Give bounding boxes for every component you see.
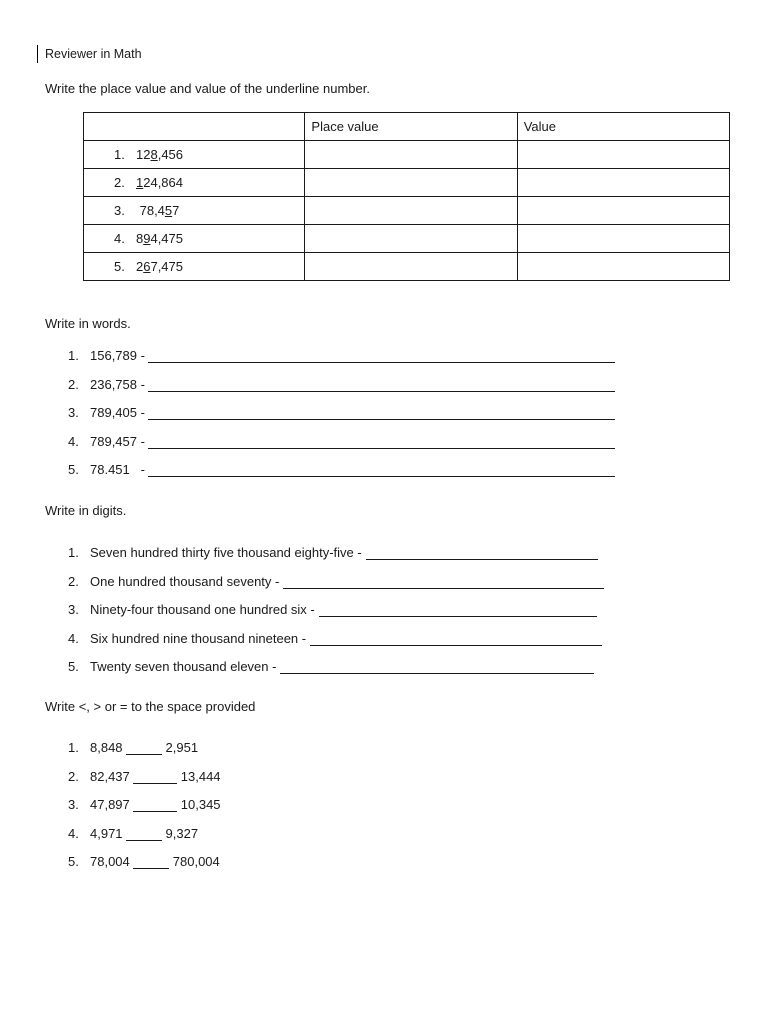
item-index: 4. — [68, 630, 79, 646]
underlined-digit: 9 — [143, 231, 151, 246]
underlined-digit: 8 — [150, 147, 158, 162]
list-item — [68, 769, 221, 798]
answer-blank[interactable] — [148, 434, 615, 449]
place-value-answer-cell[interactable] — [305, 141, 517, 169]
table-header-row — [84, 113, 730, 141]
table-row — [84, 253, 730, 281]
value-answer-cell[interactable] — [517, 141, 729, 169]
number-post: 4,475 — [150, 231, 184, 246]
list-item — [68, 377, 615, 406]
value-answer-cell[interactable] — [517, 197, 729, 225]
list-item — [68, 740, 221, 769]
place-value-answer-cell[interactable] — [305, 197, 517, 225]
table-row — [84, 225, 730, 253]
item-index: 5. — [68, 462, 79, 477]
item-index: 4. — [68, 825, 79, 841]
answer-blank[interactable] — [280, 659, 594, 674]
table-cell-number — [84, 253, 305, 281]
item-index: 4. — [68, 433, 79, 449]
number-post: ,456 — [157, 147, 184, 162]
compare-left: 4,971 — [90, 825, 123, 841]
list-item — [68, 659, 604, 688]
table-row — [84, 197, 730, 225]
row-index: 1. — [114, 147, 125, 162]
item-text: Ninety-four thousand one hundred six - — [90, 602, 315, 617]
table-cell-number — [84, 169, 305, 197]
list-item — [68, 348, 615, 377]
row-index: 3. — [114, 203, 125, 218]
item-index: 1. — [68, 545, 79, 560]
table-row — [84, 169, 730, 197]
section2-instruction: Write in words. — [45, 316, 131, 331]
section1-instruction: Write the place value and value of the underline number. — [45, 81, 370, 96]
item-text: 789,457 - — [90, 433, 145, 449]
underlined-digit: 1 — [136, 175, 144, 190]
answer-blank[interactable] — [148, 462, 615, 477]
comparison-blank[interactable] — [126, 740, 162, 755]
item-index: 1. — [68, 348, 79, 363]
compare-right: 2,951 — [165, 740, 199, 755]
item-index: 2. — [68, 376, 79, 392]
number-post: 24,864 — [143, 175, 183, 190]
list-item — [68, 434, 615, 463]
item-index: 5. — [68, 659, 79, 674]
table-header-place-value: Place value — [305, 113, 517, 141]
compare-left: 8,848 — [90, 740, 123, 755]
list-item — [68, 854, 221, 883]
comparison-blank[interactable] — [126, 826, 162, 841]
number-pre: 78,4 — [136, 203, 165, 218]
row-index: 5. — [114, 259, 125, 274]
item-index: 3. — [68, 405, 79, 420]
item-text: One hundred thousand seventy - — [90, 573, 280, 589]
table-header-value: Value — [517, 113, 729, 141]
value-answer-cell[interactable] — [517, 225, 729, 253]
number-pre: 12 — [136, 147, 151, 162]
compare-right: 13,444 — [180, 768, 221, 784]
underlined-digit: 6 — [143, 259, 151, 274]
number-pre: 8 — [136, 231, 144, 246]
list-item — [68, 826, 221, 855]
place-value-answer-cell[interactable] — [305, 169, 517, 197]
answer-blank[interactable] — [148, 348, 615, 363]
item-index: 5. — [68, 854, 79, 869]
number-post: 7,475 — [150, 259, 184, 274]
section3-instruction: Write in digits. — [45, 503, 127, 518]
item-text: 78.451 - — [90, 462, 145, 477]
number-post: 7 — [172, 203, 180, 218]
answer-blank[interactable] — [148, 405, 615, 420]
digits-list — [68, 545, 604, 688]
compare-left: 47,897 — [90, 797, 130, 812]
answer-blank[interactable] — [366, 545, 598, 560]
compare-right: 780,004 — [172, 854, 220, 869]
document-title: Reviewer in Math — [45, 47, 142, 61]
table-row — [84, 141, 730, 169]
compare-left: 82,437 — [90, 768, 130, 784]
text-cursor — [37, 45, 38, 63]
item-index: 3. — [68, 797, 79, 812]
list-item — [68, 797, 221, 826]
item-index: 3. — [68, 602, 79, 617]
list-item — [68, 405, 615, 434]
table-cell-number — [84, 197, 305, 225]
compare-right: 9,327 — [165, 825, 199, 841]
row-index: 2. — [114, 175, 125, 190]
underlined-digit: 5 — [164, 203, 173, 218]
list-item — [68, 545, 604, 574]
comparison-blank[interactable] — [133, 797, 177, 812]
item-text: Seven hundred thirty five thousand eighty-five - — [90, 545, 362, 560]
item-text: 789,405 - — [90, 405, 145, 420]
item-index: 2. — [68, 573, 79, 589]
place-value-answer-cell[interactable] — [305, 253, 517, 281]
table-header-blank — [84, 113, 305, 141]
item-text: 236,758 - — [90, 376, 145, 392]
comparison-blank[interactable] — [133, 854, 169, 869]
list-item — [68, 462, 615, 491]
compare-list — [68, 740, 221, 883]
table-cell-number — [84, 141, 305, 169]
place-value-table — [83, 112, 730, 281]
value-answer-cell[interactable] — [517, 169, 729, 197]
item-index: 2. — [68, 768, 79, 784]
list-item — [68, 574, 604, 603]
words-list — [68, 348, 615, 491]
list-item — [68, 602, 604, 631]
item-index: 1. — [68, 740, 79, 755]
compare-left: 78,004 — [90, 854, 130, 869]
answer-blank[interactable] — [319, 602, 597, 617]
section4-instruction: Write <, > or = to the space provided — [45, 699, 256, 714]
answer-blank[interactable] — [283, 574, 604, 589]
table-cell-number — [84, 225, 305, 253]
comparison-blank[interactable] — [133, 769, 177, 784]
item-text: Six hundred nine thousand nineteen - — [90, 630, 307, 646]
value-answer-cell[interactable] — [517, 253, 729, 281]
answer-blank[interactable] — [148, 377, 615, 392]
place-value-answer-cell[interactable] — [305, 225, 517, 253]
answer-blank[interactable] — [310, 631, 602, 646]
item-text: 156,789 - — [90, 348, 145, 363]
item-text: Twenty seven thousand eleven - — [90, 659, 277, 674]
list-item — [68, 631, 604, 660]
number-pre: 2 — [136, 259, 144, 274]
row-index: 4. — [114, 231, 125, 246]
compare-right: 10,345 — [180, 797, 221, 812]
